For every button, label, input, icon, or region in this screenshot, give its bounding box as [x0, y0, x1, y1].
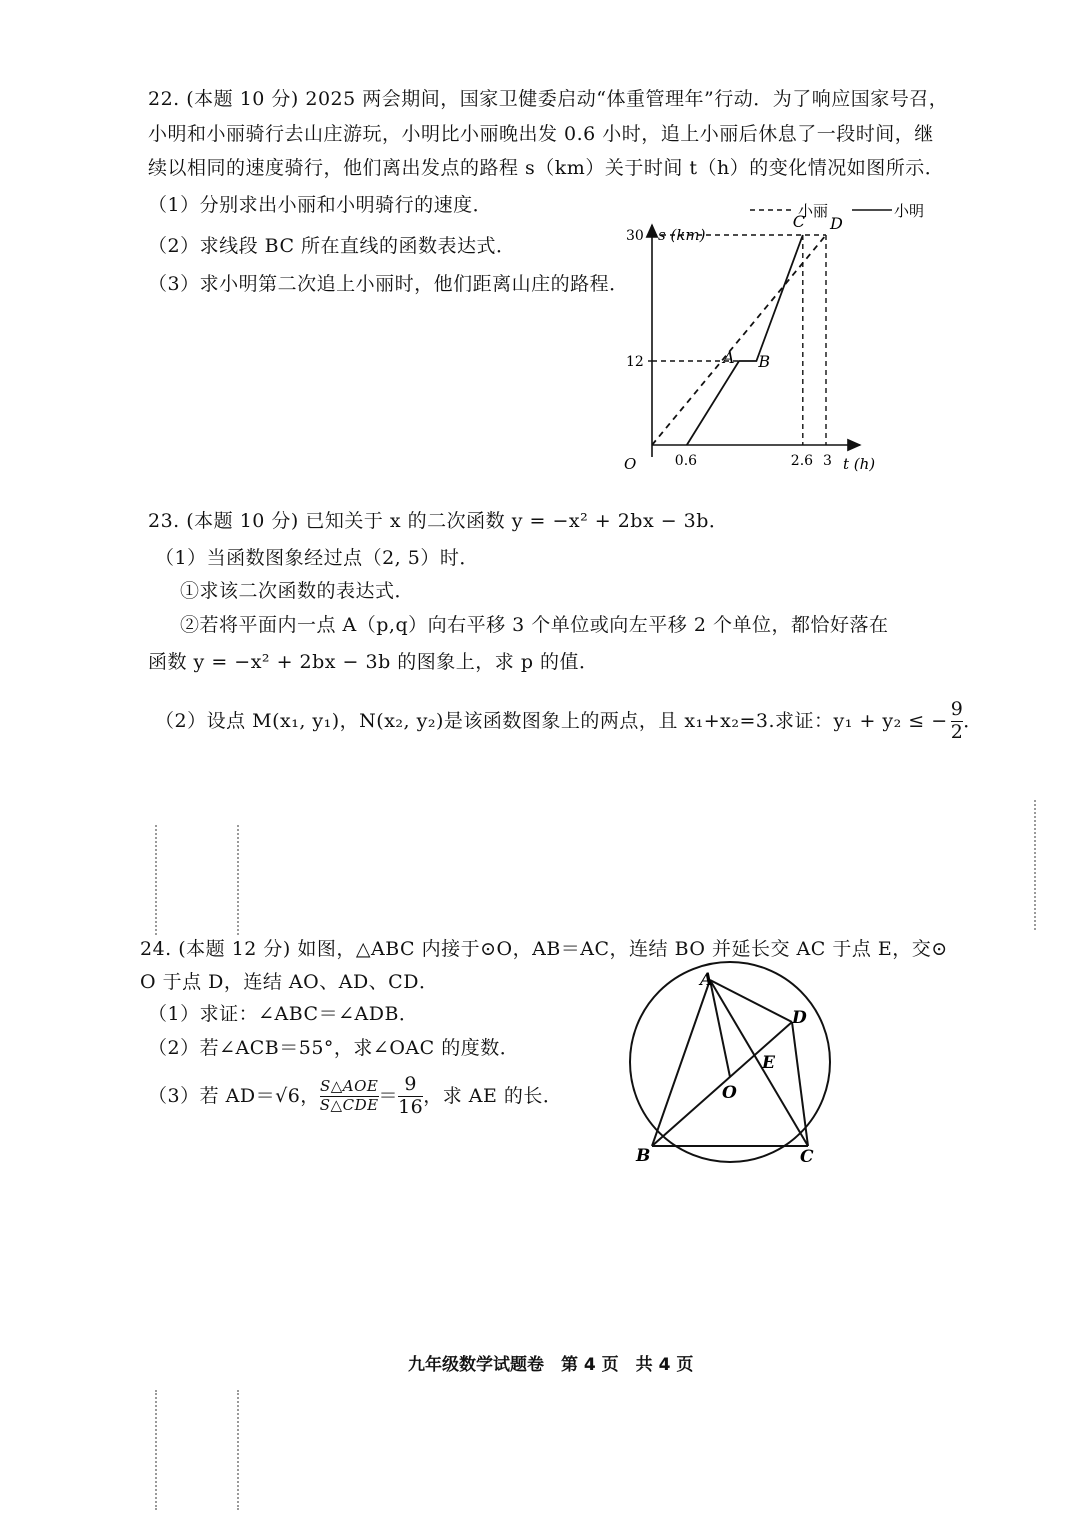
- q24-area-num: S△AOE: [319, 1077, 379, 1096]
- point-e-label: E: [762, 1053, 775, 1073]
- point-label-b: B: [758, 352, 771, 371]
- q24-sub3: [148, 1075, 562, 1118]
- legend-xiaoli: 小丽: [798, 202, 829, 220]
- series-line-xiaoli: [652, 235, 826, 445]
- q23-sub1a: ①求该二次函数的表达式．: [180, 580, 415, 602]
- q24-ratio-den: 16: [398, 1095, 424, 1118]
- q24-line1: 24. (本题 12 分) 如图，△ABC 内接于⊙O，AB＝AC，连结 BO 并延长交 AC 于点 E，交⊙: [140, 938, 948, 960]
- q23-sub1b-line2: 函数 y = −x² + 2bx − 3b 的图象上，求 p 的值．: [148, 651, 599, 673]
- dotted-guide: [237, 825, 241, 935]
- q23-sub2: [155, 700, 983, 743]
- point-b-label: B: [636, 1146, 651, 1166]
- point-label-c: C: [792, 212, 806, 231]
- q24-eq: ＝: [378, 1084, 399, 1107]
- q24-sub3-post: ，求 AE 的长．: [423, 1084, 563, 1107]
- q24-sub2: （2）若∠ACB＝55°，求∠OAC 的度数．: [148, 1037, 520, 1059]
- dotted-guide: [1034, 800, 1038, 930]
- q23-head: 23. (本题 10 分) 已知关于 x 的二次函数 y = −x² + 2bx − 3b．: [148, 510, 729, 532]
- q24-line2: O 于点 D，连结 AO、AD、CD．: [140, 971, 439, 993]
- legend-xiaoming: 小明: [894, 202, 925, 220]
- dotted-guide: [155, 1390, 159, 1510]
- q22-line3: 续以相同的速度骑行，他们离出发点的路程 s（km）关于时间 t（h）的变化情况如图所示．: [148, 157, 945, 179]
- q24-sub3-pre: （3）若 AD＝√6，: [148, 1084, 320, 1107]
- q22-sub2: （2）求线段 BC 所在直线的函数表达式．: [148, 235, 516, 257]
- q24-area-fraction: [320, 1079, 379, 1114]
- point-label-a: A: [723, 348, 735, 367]
- q23-frac-den: 2: [950, 720, 964, 743]
- point-c-label: C: [800, 1147, 814, 1167]
- q24-ratio-num: 9: [404, 1073, 417, 1095]
- dotted-guide: [237, 1390, 241, 1510]
- y-tick-label: 12: [626, 354, 644, 370]
- x-tick-label: 3: [823, 453, 832, 469]
- q23-sub1b-line1: ②若将平面内一点 A（p,q）向右平移 3 个单位或向左平移 2 个单位，都恰好落在: [180, 614, 889, 636]
- y-axis-label: s (km): [658, 226, 706, 244]
- q24-figure: [620, 965, 860, 1175]
- segment-ao: [710, 980, 730, 1077]
- q22-line2: 小明和小丽骑行去山庄游玩，小明比小丽晚出发 0.6 小时，追上小丽后休息了一段时间，继: [148, 123, 934, 145]
- q23-frac-num: 9: [950, 698, 964, 720]
- point-label-d: D: [830, 214, 843, 233]
- q24-sub1: （1）求证：∠ABC＝∠ADB．: [148, 1003, 419, 1025]
- page-footer: 九年级数学试题卷 第 4 页 共 4 页: [408, 1355, 694, 1375]
- q24-ratio-fraction: [398, 1075, 423, 1118]
- x-tick-label: 0.6: [674, 453, 698, 469]
- point-d-label: D: [792, 1008, 807, 1028]
- point-a-label: A: [700, 970, 714, 990]
- q24-area-den: S△CDE: [319, 1095, 379, 1114]
- q23-sub1: （1）当函数图象经过点（2, 5）时．: [155, 547, 479, 569]
- q22-line1: 22. (本题 10 分) 2025 两会期间，国家卫健委启动“体重管理年”行动．为了响应国家号召，: [148, 88, 949, 110]
- origin-label: O: [624, 455, 637, 473]
- y-tick-label: 30: [626, 228, 644, 244]
- q22-sub3: （3）求小明第二次追上小丽时，他们距离山庄的路程．: [148, 273, 629, 295]
- q22-chart: [620, 195, 940, 485]
- series-line-xiaoming: [687, 235, 803, 445]
- q23-fraction: [951, 700, 964, 743]
- q22-sub1: （1）分别求出小丽和小明骑行的速度．: [148, 194, 493, 216]
- dotted-guide: [155, 825, 159, 935]
- point-o-label: O: [722, 1083, 737, 1103]
- q23-end: ．: [963, 709, 983, 732]
- x-axis-label: t (h): [843, 455, 876, 473]
- segment-cd: [792, 1022, 808, 1146]
- x-tick-label: 2.6: [790, 453, 814, 469]
- q23-sub2-text: （2）设点 M(x₁, y₁)，N(x₂, y₂)是该函数图象上的两点，且 x₁+x₂=3.求证：y₁ + y₂ ≤ −: [155, 709, 948, 732]
